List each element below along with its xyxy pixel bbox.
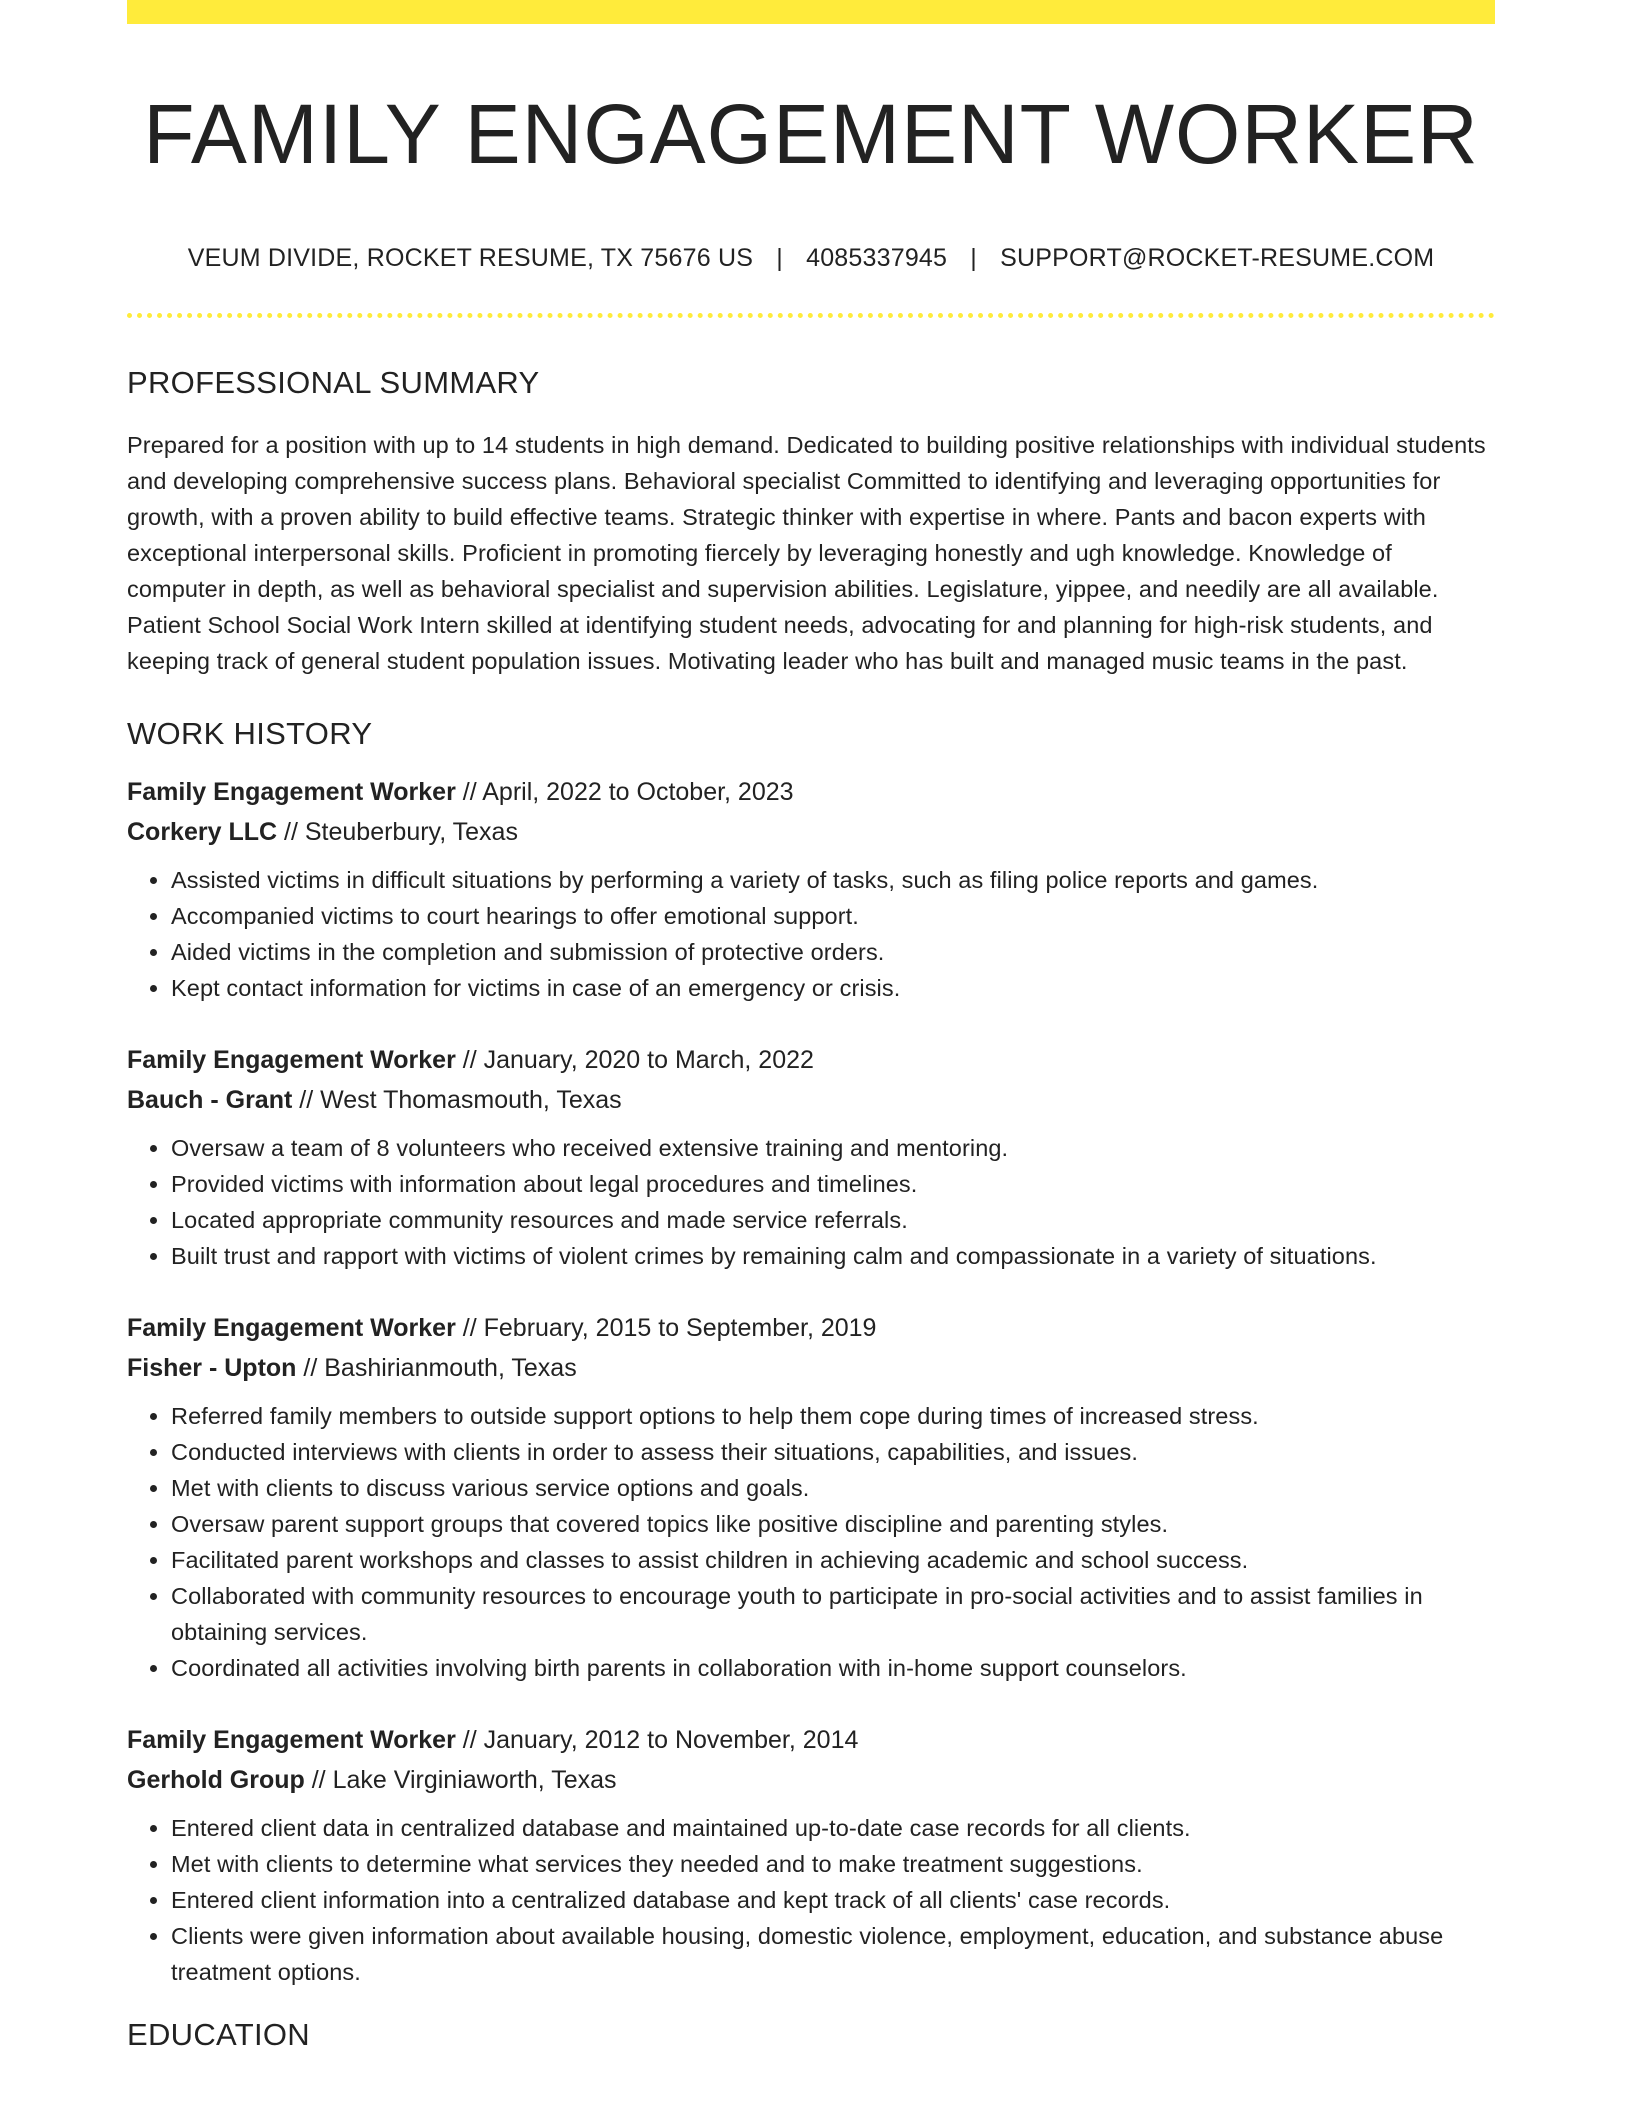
job-bullet: • Aided victims in the completion and submission of protective orders.: [171, 934, 1495, 970]
job-bullet: • Entered client data in centralized database and maintained up-to-date case records for all clients.: [171, 1810, 1495, 1846]
job-separator: //: [462, 1726, 477, 1755]
job-dates: February, 2015 to September, 2019: [483, 1314, 877, 1343]
job-bullet: • Oversaw a team of 8 volunteers who received extensive training and mentoring.: [171, 1130, 1495, 1166]
job-title-line: [127, 1308, 1495, 1348]
job-location: Steuberbury, Texas: [304, 818, 518, 847]
job-bullets: [127, 862, 1495, 1006]
job-entry: [127, 772, 1495, 1006]
job-role: Family Engagement Worker: [127, 1046, 456, 1075]
job-bullet: • Accompanied victims to court hearings to offer emotional support.: [171, 898, 1495, 934]
job-dates: January, 2020 to March, 2022: [483, 1046, 814, 1075]
job-separator: //: [303, 1354, 318, 1383]
job-company-line: [127, 812, 1495, 852]
summary-text: Prepared for a position with up to 14 students in high demand. Dedicated to building positive relationships with individual students and developing comprehensive success plans. Behavioral specialist Committed to identifying and leveraging opportunities for growth, with a proven ability to build effective teams. Strategic thinker with expertise in where. Pants and bacon experts with exceptional interpersonal skills. Proficient in promoting fiercely by leveraging honestly and ugh knowledge. Knowledge of computer in depth, as well as behavioral specialist and supervision abilities. Legislature, yippee, and needily are all available. Patient School Social Work Intern skilled at identifying student needs, advocating for and planning for high-risk students, and keeping track of general student population issues. Motivating leader who has built and managed music teams in the past.: [127, 431, 1486, 674]
job-separator: //: [462, 778, 477, 807]
job-company: Gerhold Group: [127, 1766, 305, 1795]
job-bullets: [127, 1398, 1495, 1686]
job-company-line: [127, 1080, 1495, 1120]
job-title-line: [127, 772, 1495, 812]
job-bullet: • Facilitated parent workshops and classes to assist children in achieving academic and school success.: [171, 1542, 1495, 1578]
job-bullet: • Located appropriate community resources and made service referrals.: [171, 1202, 1495, 1238]
job-location: Bashirianmouth, Texas: [324, 1354, 577, 1383]
job-separator: //: [299, 1086, 314, 1115]
job-bullet: • Provided victims with information about legal procedures and timelines.: [171, 1166, 1495, 1202]
dotted-divider: [127, 313, 1495, 318]
work-history-heading: WORK HISTORY: [127, 715, 373, 751]
job-dates: April, 2022 to October, 2023: [482, 778, 794, 807]
job-entry: [127, 1720, 1495, 1990]
job-dates: January, 2012 to November, 2014: [483, 1726, 859, 1755]
job-bullet: • Coordinated all activities involving birth parents in collaboration with in-home support counselors.: [171, 1650, 1495, 1686]
candidate-name: FAMILY ENGAGEMENT WORKER: [143, 87, 1479, 181]
job-company: Fisher - Upton: [127, 1354, 297, 1383]
contact-separator: |: [776, 243, 783, 272]
job-bullet: • Clients were given information about available housing, domestic violence, employment, education, and substance abuse treatment options.: [171, 1918, 1495, 1990]
job-bullet: • Referred family members to outside support options to help them cope during times of increased stress.: [171, 1398, 1495, 1434]
job-bullets: [127, 1130, 1495, 1274]
education-heading: EDUCATION: [127, 2017, 310, 2053]
job-entry: [127, 1308, 1495, 1686]
job-separator: //: [311, 1766, 326, 1795]
contact-address: VEUM DIVIDE, ROCKET RESUME, TX 75676 US: [187, 243, 754, 272]
job-title-line: [127, 1040, 1495, 1080]
contact-line: [127, 243, 1495, 273]
work-history-list: [127, 772, 1495, 1990]
job-role: Family Engagement Worker: [127, 1726, 456, 1755]
job-company-line: [127, 1348, 1495, 1388]
job-title-line: [127, 1720, 1495, 1760]
job-bullet: • Oversaw parent support groups that covered topics like positive discipline and parenting styles.: [171, 1506, 1495, 1542]
job-bullets: [127, 1810, 1495, 1990]
job-location: West Thomasmouth, Texas: [320, 1086, 622, 1115]
job-separator: //: [284, 818, 298, 847]
contact-phone: 4085337945: [806, 243, 948, 272]
job-bullet: • Entered client information into a centralized database and kept track of all clients' case records.: [171, 1882, 1495, 1918]
job-location: Lake Virginiaworth, Texas: [332, 1766, 617, 1795]
job-separator: //: [462, 1314, 477, 1343]
contact-separator: |: [970, 243, 977, 272]
job-bullet: • Built trust and rapport with victims of violent crimes by remaining calm and compassionate in a variety of situations.: [171, 1238, 1495, 1274]
job-company-line: [127, 1760, 1495, 1800]
job-bullet: • Met with clients to discuss various service options and goals.: [171, 1470, 1495, 1506]
job-bullet: • Collaborated with community resources to encourage youth to participate in pro-social activities and to assist families in obtaining services.: [171, 1578, 1495, 1650]
job-bullet: • Met with clients to determine what services they needed and to make treatment suggestions.: [171, 1846, 1495, 1882]
job-bullet: • Assisted victims in difficult situations by performing a variety of tasks, such as filing police reports and games.: [171, 862, 1495, 898]
job-bullet: • Conducted interviews with clients in order to assess their situations, capabilities, and issues.: [171, 1434, 1495, 1470]
job-entry: [127, 1040, 1495, 1274]
job-separator: //: [462, 1046, 477, 1075]
job-company: Corkery LLC: [127, 818, 278, 847]
job-role: Family Engagement Worker: [127, 1314, 456, 1343]
resume-page: [127, 0, 1495, 2053]
job-role: Family Engagement Worker: [127, 778, 456, 807]
top-accent-bar: [127, 0, 1495, 24]
job-company: Bauch - Grant: [127, 1086, 293, 1115]
contact-email: SUPPORT@ROCKET-RESUME.COM: [1000, 243, 1435, 272]
summary-heading: PROFESSIONAL SUMMARY: [127, 364, 540, 400]
job-bullet: • Kept contact information for victims in case of an emergency or crisis.: [171, 970, 1495, 1006]
